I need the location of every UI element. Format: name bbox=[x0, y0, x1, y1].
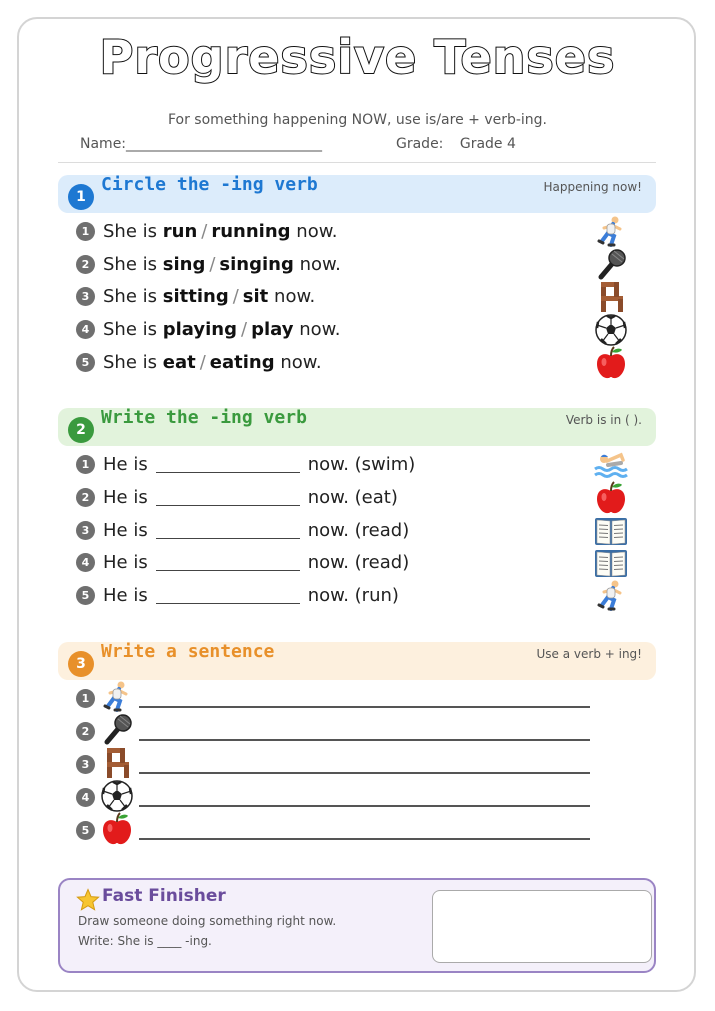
option-separator: / bbox=[232, 286, 239, 307]
item-number: 4 bbox=[76, 320, 95, 339]
item-prefix: She is bbox=[103, 254, 158, 275]
header-divider bbox=[58, 162, 656, 163]
microphone-icon bbox=[99, 712, 135, 748]
section-2-header bbox=[58, 408, 656, 446]
item-suffix: now. bbox=[299, 319, 341, 340]
fast-finisher-line-1: Draw someone doing something right now. bbox=[78, 914, 337, 928]
section-3-hint: Use a verb + ing! bbox=[536, 647, 642, 661]
item-prefix: He is bbox=[103, 585, 148, 606]
section-1-number: 1 bbox=[68, 184, 94, 210]
option-separator: / bbox=[241, 319, 248, 340]
item-sentence bbox=[103, 485, 398, 511]
item-number: 2 bbox=[76, 255, 95, 274]
item-prefix: She is bbox=[103, 286, 158, 307]
section-3-number: 3 bbox=[68, 651, 94, 677]
page-title: Progressive Tenses bbox=[99, 30, 616, 84]
answer-blank[interactable] bbox=[156, 552, 300, 571]
apple-icon bbox=[593, 480, 629, 516]
grade-value: Grade 4 bbox=[459, 136, 516, 152]
item-sentence bbox=[103, 317, 340, 343]
runner-icon bbox=[593, 214, 629, 250]
item-suffix: now. (swim) bbox=[307, 454, 416, 475]
item-number: 3 bbox=[76, 755, 95, 774]
item-number: 2 bbox=[76, 722, 95, 741]
option-separator: / bbox=[199, 352, 206, 373]
item-number: 5 bbox=[76, 821, 95, 840]
option-separator: / bbox=[209, 254, 216, 275]
item-suffix: now. (eat) bbox=[307, 487, 398, 508]
item-number: 5 bbox=[76, 353, 95, 372]
item-suffix: now. bbox=[296, 221, 338, 242]
soccer-ball-icon bbox=[593, 312, 629, 348]
section-1-title: Circle the -ing verb bbox=[101, 174, 318, 195]
sentence-write-line[interactable] bbox=[139, 772, 590, 774]
swimmer-icon bbox=[593, 447, 629, 483]
option-2[interactable]: running bbox=[211, 221, 291, 242]
sentence-write-line[interactable] bbox=[139, 706, 590, 708]
item-suffix: now. bbox=[299, 254, 341, 275]
option-1[interactable]: eat bbox=[162, 352, 196, 373]
item-sentence bbox=[103, 583, 399, 609]
option-1[interactable]: sing bbox=[162, 254, 206, 275]
item-number: 5 bbox=[76, 586, 95, 605]
section-1-hint: Happening now! bbox=[543, 180, 642, 194]
section-3-title: Write a sentence bbox=[101, 641, 275, 662]
item-prefix: She is bbox=[103, 352, 158, 373]
apple-icon bbox=[593, 345, 629, 381]
item-number: 1 bbox=[76, 222, 95, 241]
sentence-write-line[interactable] bbox=[139, 805, 590, 807]
chair-icon bbox=[593, 279, 629, 315]
star-icon bbox=[76, 888, 100, 912]
item-number: 1 bbox=[76, 689, 95, 708]
grade-field bbox=[396, 136, 516, 152]
section-2-title: Write the -ing verb bbox=[101, 407, 307, 428]
option-1[interactable]: playing bbox=[162, 319, 237, 340]
item-sentence bbox=[103, 350, 322, 376]
name-line: ____________________________ bbox=[126, 136, 323, 152]
answer-blank[interactable] bbox=[156, 585, 300, 604]
item-suffix: now. bbox=[280, 352, 322, 373]
option-2[interactable]: sit bbox=[242, 286, 269, 307]
page-subtitle: For something happening NOW, use is/are + verb-ing. bbox=[167, 112, 548, 128]
item-suffix: now. (read) bbox=[307, 520, 410, 541]
section-1-header bbox=[58, 175, 656, 213]
option-1[interactable]: sitting bbox=[162, 286, 229, 307]
item-number: 4 bbox=[76, 553, 95, 572]
book-icon bbox=[593, 545, 629, 581]
option-1[interactable]: run bbox=[162, 221, 198, 242]
soccer-ball-icon bbox=[99, 778, 135, 814]
fast-finisher-title: Fast Finisher bbox=[102, 886, 226, 906]
option-separator: / bbox=[201, 221, 208, 242]
item-number: 4 bbox=[76, 788, 95, 807]
fast-finisher-line-2: Write: She is ____ -ing. bbox=[78, 934, 212, 948]
microphone-icon bbox=[593, 247, 629, 283]
item-sentence bbox=[103, 452, 415, 478]
item-number: 3 bbox=[76, 521, 95, 540]
option-2[interactable]: eating bbox=[209, 352, 275, 373]
drawing-box[interactable] bbox=[432, 890, 652, 963]
section-2-hint: Verb is in ( ). bbox=[565, 413, 642, 427]
item-prefix: He is bbox=[103, 454, 148, 475]
item-prefix: She is bbox=[103, 319, 158, 340]
item-number: 1 bbox=[76, 455, 95, 474]
option-2[interactable]: singing bbox=[219, 254, 294, 275]
answer-blank[interactable] bbox=[156, 487, 300, 506]
item-prefix: He is bbox=[103, 520, 148, 541]
section-2-number: 2 bbox=[68, 417, 94, 443]
sentence-write-line[interactable] bbox=[139, 838, 590, 840]
item-prefix: He is bbox=[103, 487, 148, 508]
item-sentence bbox=[103, 518, 409, 544]
item-sentence bbox=[103, 284, 315, 310]
name-label: Name: bbox=[80, 136, 127, 152]
item-sentence bbox=[103, 252, 341, 278]
item-prefix: He is bbox=[103, 552, 148, 573]
answer-blank[interactable] bbox=[156, 520, 300, 539]
name-field[interactable] bbox=[80, 136, 322, 152]
chair-icon bbox=[99, 745, 135, 781]
item-number: 2 bbox=[76, 488, 95, 507]
item-prefix: She is bbox=[103, 221, 158, 242]
option-2[interactable]: play bbox=[251, 319, 294, 340]
book-icon bbox=[593, 513, 629, 549]
grade-label: Grade: bbox=[396, 136, 444, 152]
item-sentence bbox=[103, 550, 409, 576]
item-number: 3 bbox=[76, 287, 95, 306]
runner-icon bbox=[593, 578, 629, 614]
runner-icon bbox=[99, 679, 135, 715]
apple-icon bbox=[99, 811, 135, 847]
item-suffix: now. bbox=[274, 286, 316, 307]
sentence-write-line[interactable] bbox=[139, 739, 590, 741]
fast-finisher-box bbox=[58, 878, 656, 973]
answer-blank[interactable] bbox=[156, 454, 300, 473]
section-3-header bbox=[58, 642, 656, 680]
item-sentence bbox=[103, 219, 338, 245]
item-suffix: now. (run) bbox=[307, 585, 399, 606]
item-suffix: now. (read) bbox=[307, 552, 410, 573]
